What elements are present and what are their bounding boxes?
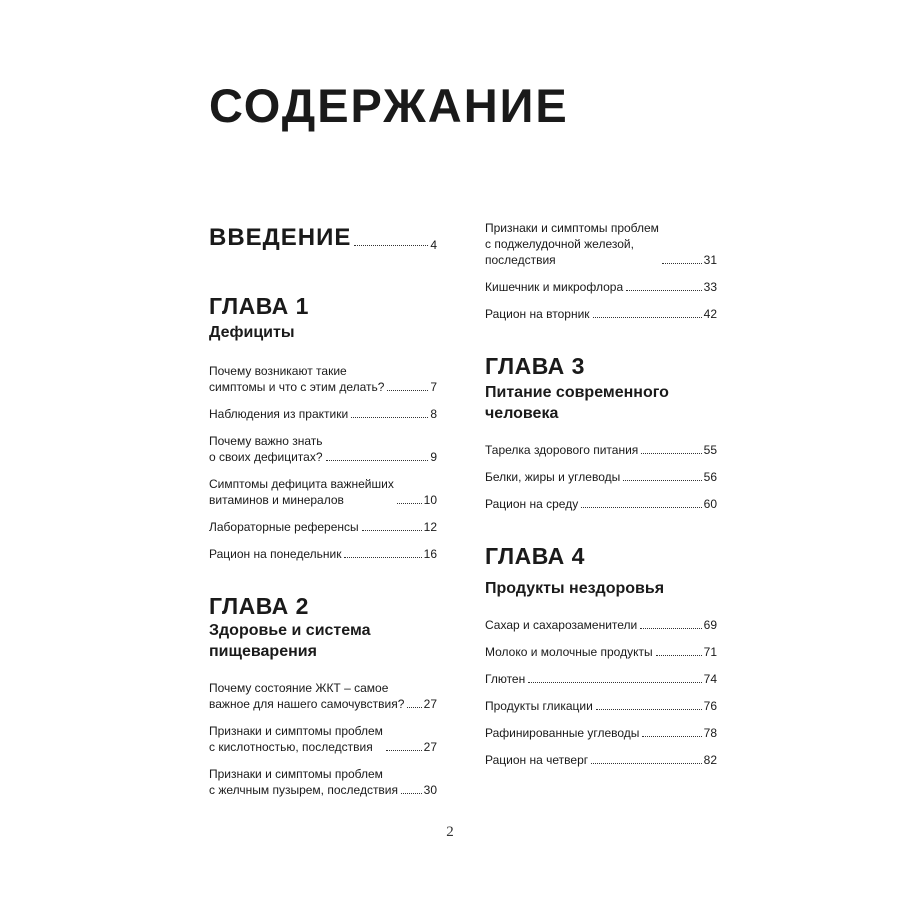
- toc-entry-text: Признаки и симптомы проблем с желчным пузырем, последствия: [209, 767, 399, 797]
- dot-leader: [656, 655, 702, 656]
- toc-entry-page: 78: [703, 726, 717, 740]
- toc-entry[interactable]: [209, 766, 437, 798]
- page-number: 2: [446, 824, 454, 840]
- chapter-3-heading: [485, 352, 717, 424]
- dot-leader: [581, 507, 701, 508]
- dot-leader: [528, 682, 701, 683]
- toc-entry-page: 27: [423, 740, 437, 754]
- dot-leader: [596, 709, 702, 710]
- dot-leader: [326, 460, 429, 461]
- chapter-title: Здоровье и система пищеварения: [209, 622, 371, 660]
- toc-entry[interactable]: [485, 698, 717, 714]
- chapter-number: ГЛАВА 2: [209, 593, 309, 619]
- toc-entry[interactable]: [485, 644, 717, 660]
- dot-leader: [386, 750, 422, 751]
- dot-leader: [641, 453, 701, 454]
- chapter-title: Дефициты: [209, 324, 295, 341]
- chapter-number: ГЛАВА 4: [485, 543, 585, 569]
- toc-entry[interactable]: [209, 406, 437, 422]
- toc-entry-page: 74: [703, 672, 717, 686]
- toc-entry-page: 82: [703, 753, 717, 767]
- toc-intro-entry[interactable]: [209, 218, 437, 252]
- toc-entry[interactable]: [485, 617, 717, 633]
- toc-entry-page: 76: [703, 699, 717, 713]
- toc-entry-page: 31: [703, 253, 717, 267]
- toc-entry-text: Признаки и симптомы проблем с поджелудочной железой, последствия: [485, 221, 659, 267]
- toc-entry-text: Глютен: [485, 672, 526, 686]
- toc-entry-page: 56: [703, 470, 717, 484]
- toc-entry-page: 9: [430, 450, 437, 464]
- toc-entry-text: Почему важно знать о своих дефицитах?: [209, 434, 323, 464]
- toc-entry-page: 30: [423, 783, 437, 797]
- dot-leader: [387, 390, 428, 391]
- toc-entry-page: 16: [423, 547, 437, 561]
- toc-entry-text: Кишечник и микрофлора: [485, 280, 624, 294]
- dot-leader: [640, 628, 701, 629]
- toc-entry-text: Рацион на вторник: [485, 307, 590, 321]
- toc-entry[interactable]: [209, 476, 437, 508]
- dot-leader: [593, 317, 702, 318]
- toc-entry[interactable]: [485, 496, 717, 512]
- toc-entry-text: Молоко и молочные продукты: [485, 645, 653, 659]
- toc-entry-text: Тарелка здорового питания: [485, 443, 639, 457]
- toc-entry[interactable]: [209, 433, 437, 465]
- chapter-title: Продукты нездоровья: [485, 580, 665, 597]
- toc-entry-page: 8: [430, 407, 437, 421]
- toc-entry[interactable]: [485, 442, 717, 458]
- toc-entry-page: 71: [703, 645, 717, 659]
- toc-entry-text: Белки, жиры и углеводы: [485, 470, 621, 484]
- toc-entry[interactable]: [209, 519, 437, 535]
- toc-entry-text: Продукты гликации: [485, 699, 593, 713]
- toc-entry-page: 12: [423, 520, 437, 534]
- toc-entry-text: Наблюдения из практики: [209, 407, 349, 421]
- toc-entry[interactable]: [209, 546, 437, 562]
- toc-entry-page: 7: [430, 380, 437, 394]
- toc-entry-page: 33: [703, 280, 717, 294]
- toc-entry[interactable]: [485, 220, 717, 268]
- toc-entry-text: Сахар и сахарозаменители: [485, 618, 638, 632]
- toc-entry[interactable]: [485, 752, 717, 768]
- chapter-title: Питание современного человека: [485, 384, 669, 422]
- toc-entry-text: Почему возникают такие симптомы и что с этим делать?: [209, 364, 385, 394]
- dot-leader: [662, 263, 702, 264]
- toc-entry[interactable]: [209, 723, 437, 755]
- toc-entry[interactable]: [209, 680, 437, 712]
- dot-leader: [626, 290, 702, 291]
- dot-leader: [351, 417, 428, 418]
- toc-entry-text: Почему состояние ЖКТ – самое важное для нашего самочувствия?: [209, 681, 405, 711]
- toc-entry[interactable]: [485, 279, 717, 295]
- chapter-1-heading: [209, 292, 437, 343]
- toc-entry[interactable]: [209, 363, 437, 395]
- dot-leader: [642, 736, 701, 737]
- toc-entry[interactable]: [485, 671, 717, 687]
- toc-entry-text: Рацион на понедельник: [209, 547, 342, 561]
- toc-entry-page: 27: [423, 697, 437, 711]
- chapter-number: ГЛАВА 1: [209, 293, 309, 319]
- toc-entry[interactable]: [485, 469, 717, 485]
- dot-leader: [591, 763, 702, 764]
- toc-entry-page: 55: [703, 443, 717, 457]
- chapter-2-heading: [209, 592, 437, 662]
- dot-leader: [354, 245, 428, 246]
- toc-entry[interactable]: [485, 725, 717, 741]
- page-title: СОДЕРЖАНИЕ: [209, 79, 569, 132]
- toc-entry-text: Признаки и симптомы проблем с кислотностью, последствия: [209, 724, 383, 754]
- toc-entry-page: 10: [423, 493, 437, 507]
- toc-entry-page: 60: [703, 497, 717, 511]
- toc-entry-text: Симптомы дефицита важнейших витаминов и минералов: [209, 477, 394, 507]
- dot-leader: [407, 707, 421, 708]
- toc-entry-text: Рацион на четверг: [485, 753, 589, 767]
- toc-entry-text: Лабораторные референсы: [209, 520, 359, 534]
- toc-entry-page: 42: [703, 307, 717, 321]
- toc-entry-text: Рафинированные углеводы: [485, 726, 640, 740]
- toc-right-column: [485, 218, 717, 768]
- dot-leader: [401, 793, 422, 794]
- chapter-4-heading: [485, 542, 717, 599]
- toc-entry-page: 69: [703, 618, 717, 632]
- toc-entry-text: Рацион на среду: [485, 497, 579, 511]
- toc-left-column: [209, 218, 437, 798]
- dot-leader: [344, 557, 421, 558]
- toc-entry[interactable]: [485, 306, 717, 322]
- chapter-number: ГЛАВА 3: [485, 353, 585, 379]
- intro-page: 4: [430, 238, 437, 252]
- dot-leader: [362, 530, 422, 531]
- dot-leader: [397, 503, 422, 504]
- intro-label: ВВЕДЕНИЕ: [209, 224, 352, 251]
- dot-leader: [623, 480, 701, 481]
